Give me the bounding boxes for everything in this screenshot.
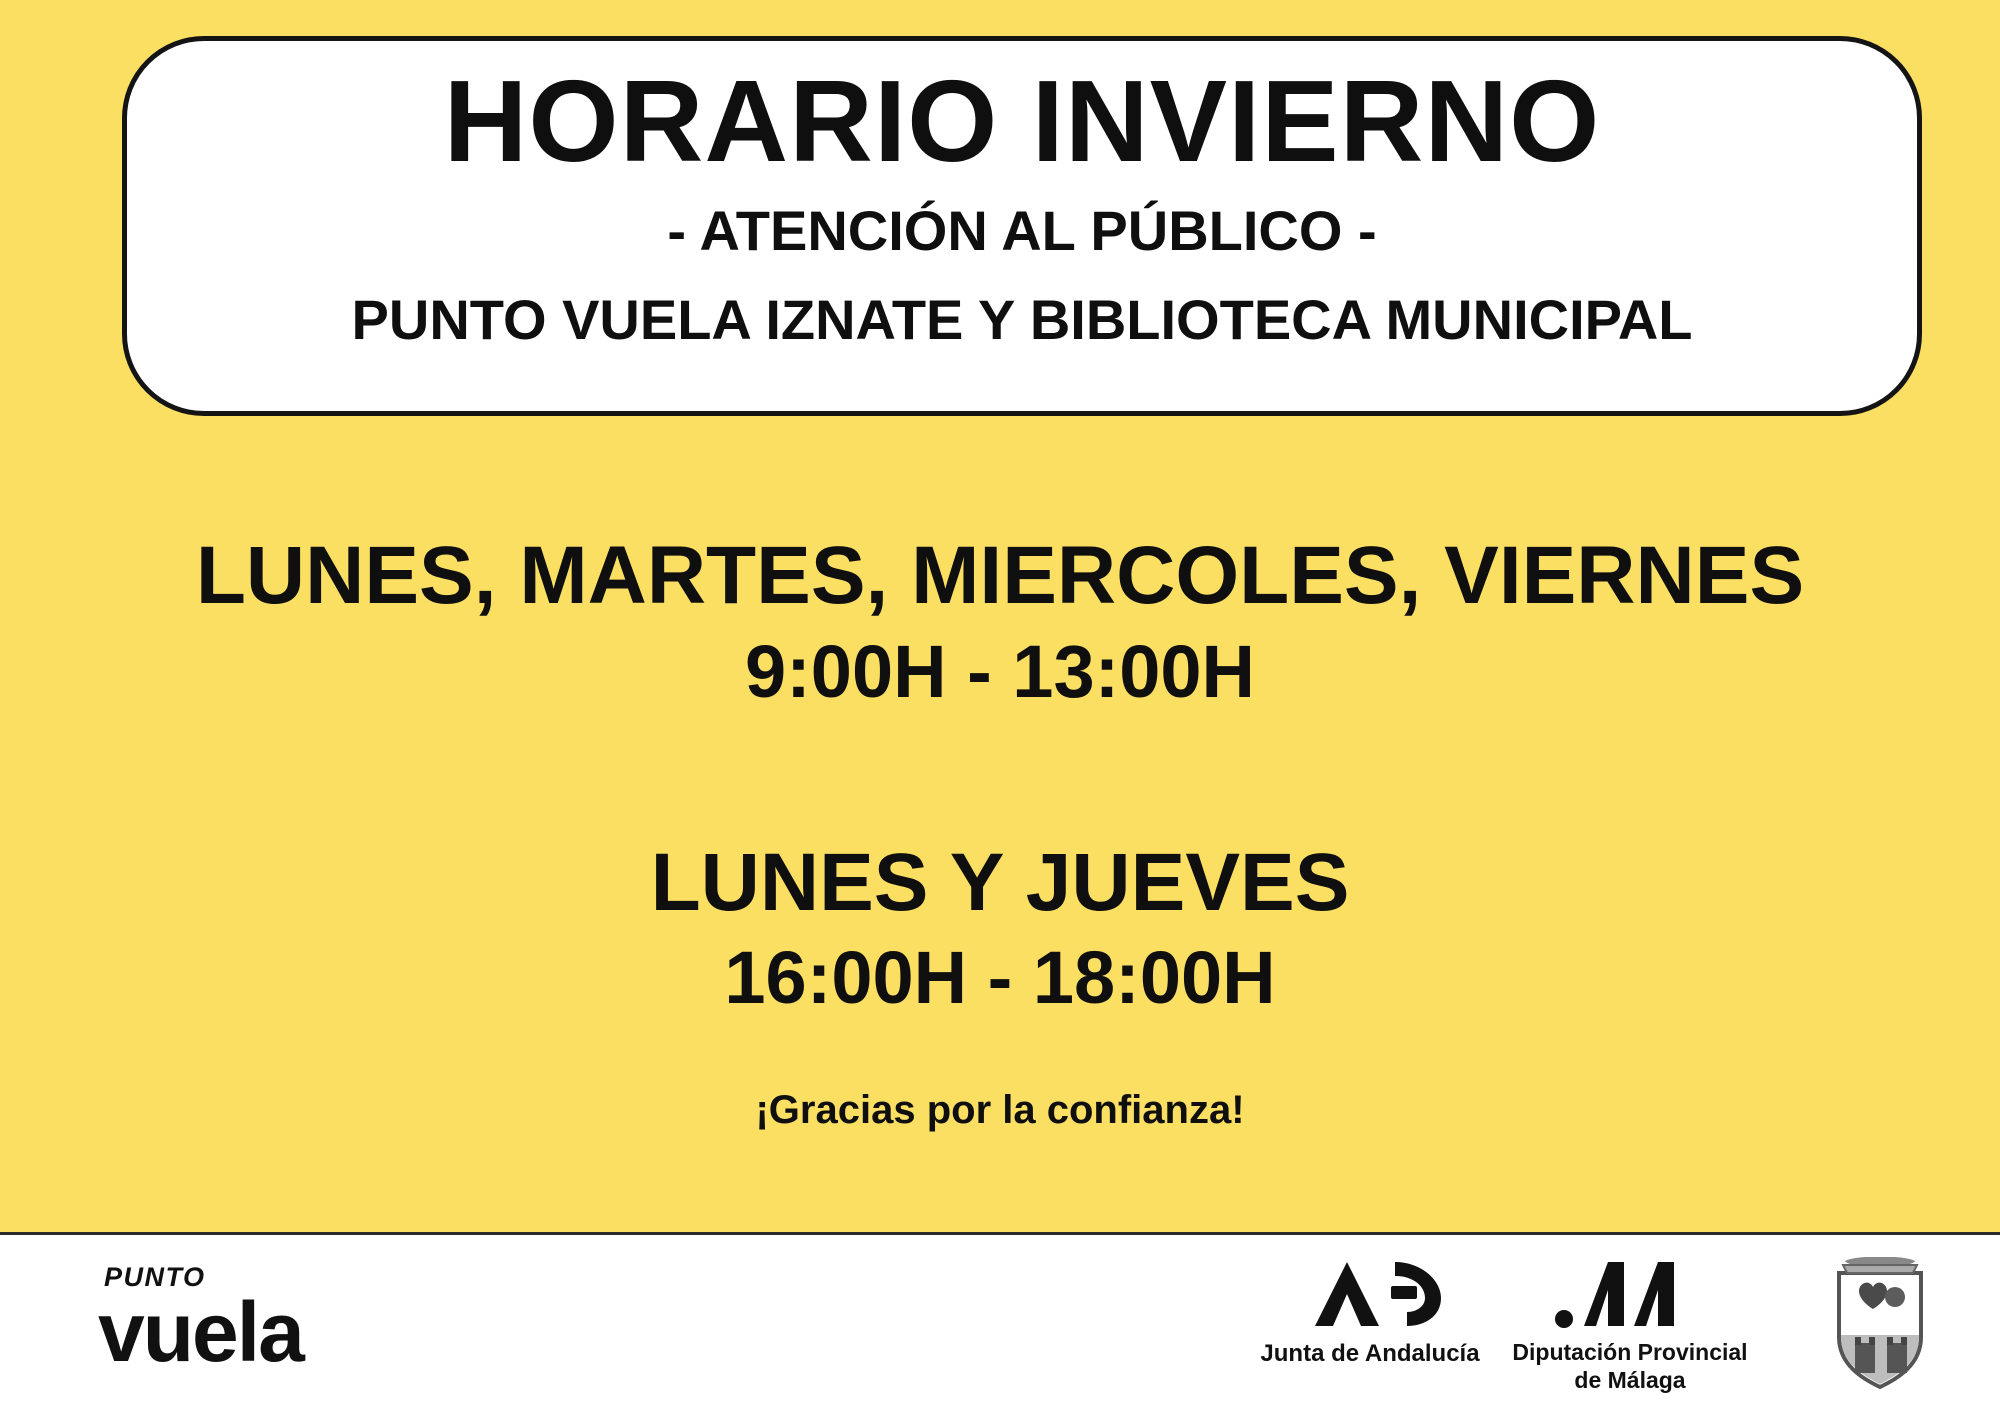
divider	[0, 1232, 2000, 1235]
diputacion-malaga-label-line1: Diputación Provincial	[1512, 1339, 1748, 1365]
diputacion-malaga-logo	[1505, 1254, 1755, 1394]
schedule-hours: 9:00H - 13:00H	[744, 629, 1255, 713]
thanks-note: ¡Gracias por la confianza!	[755, 1088, 1245, 1132]
schedule-days: LUNES Y JUEVES	[650, 836, 1350, 928]
schedule-spacer	[0, 717, 2000, 837]
schedule-list	[0, 530, 2000, 1023]
page-subtitle-secondary: PUNTO VUELA IZNATE Y BIBLIOTECA MUNICIPAL	[351, 288, 1693, 352]
iznate-coat-of-arms-icon	[1820, 1254, 1940, 1394]
punto-vuela-logo-line2: vuela	[98, 1285, 303, 1379]
junta-de-andalucia-label: Junta de Andalucía	[1260, 1340, 1480, 1367]
page-subtitle: - ATENCIÓN AL PÚBLICO -	[667, 199, 1377, 263]
punto-vuela-logo-line1: PUNTO	[104, 1262, 206, 1292]
header-box	[122, 36, 1922, 416]
schedule-group	[0, 837, 2000, 1024]
punto-vuela-logo	[98, 1262, 428, 1379]
footer-bar	[0, 1232, 2000, 1414]
schedule-hours: 16:00H - 18:00H	[724, 936, 1276, 1020]
junta-de-andalucia-logo	[1255, 1254, 1485, 1368]
schedule-group	[0, 530, 2000, 717]
schedule-days: LUNES, MARTES, MIERCOLES, VIERNES	[195, 530, 1805, 621]
diputacion-malaga-m-icon	[1505, 1254, 1755, 1328]
page-title: HORARIO INVIERNO	[443, 56, 1601, 186]
diputacion-malaga-label-line2: de Málaga	[1574, 1367, 1686, 1394]
junta-andalucia-arch-icon	[1255, 1254, 1485, 1328]
diputacion-malaga-label	[1505, 1338, 1755, 1394]
